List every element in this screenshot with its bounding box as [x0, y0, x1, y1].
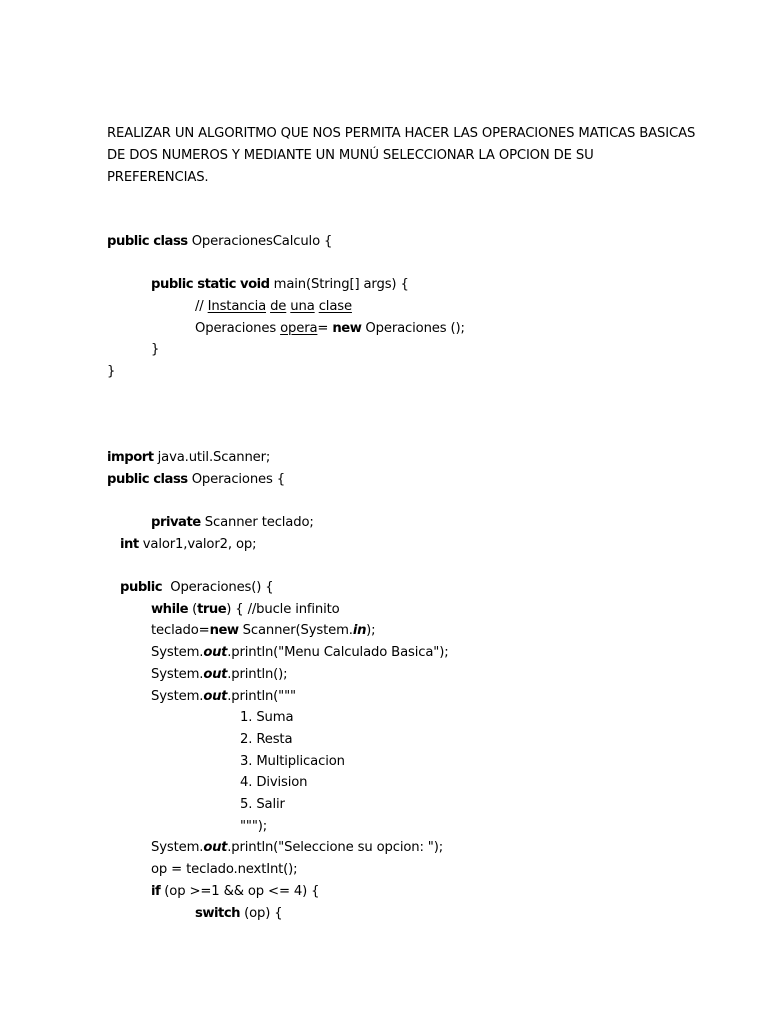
code2-ctor-line: [120, 577, 274, 599]
code-text: .println("Menu Calculado Basica");: [227, 645, 449, 660]
code-text: Operaciones() {: [162, 580, 274, 595]
code-text: java.util.Scanner;: [153, 450, 271, 465]
code-text: Scanner(System.: [238, 623, 353, 638]
variable-name: opera: [280, 321, 318, 336]
keyword: while: [151, 602, 189, 617]
code2-println-menu: [151, 642, 448, 664]
comment-word: una: [290, 299, 315, 314]
code2-int-fields: [120, 534, 256, 556]
code2-println-select: [151, 837, 443, 859]
static-field: out: [203, 667, 228, 682]
code-text: teclado=: [151, 623, 210, 638]
code-text: .println(""": [227, 689, 296, 704]
code-text: (op >=1 && op <= 4) {: [160, 884, 320, 899]
code-text: System.: [151, 645, 204, 660]
code-text: (: [188, 602, 198, 617]
code-text: valor1,valor2, op;: [138, 537, 257, 552]
keyword: public static void: [151, 277, 270, 292]
keyword: switch: [195, 906, 241, 921]
keyword: if: [151, 884, 161, 899]
menu-item: 5. Salir: [240, 797, 285, 812]
static-field: out: [203, 645, 228, 660]
code2-scanner-field: [151, 512, 314, 534]
code1-main-line: [151, 274, 409, 296]
keyword: import: [107, 450, 154, 465]
code2-println-empty: [151, 664, 287, 686]
keyword: new: [209, 623, 239, 638]
code2-while-line: [151, 599, 340, 621]
comment-word: de: [270, 299, 287, 314]
intro-line-2: DE DOS NUMEROS Y MEDIANTE UN MUNÚ SELECCIONAR LA OPCION DE SU: [107, 148, 594, 163]
code-text: ) { //bucle infinito: [226, 602, 340, 617]
static-field: out: [203, 689, 228, 704]
code-text: .println();: [227, 667, 288, 682]
code1-class-line: [107, 231, 332, 253]
intro-line-1: REALIZAR UN ALGORITMO QUE NOS PERMITA HACER LAS OPERACIONES MATICAS BASICAS: [107, 126, 696, 141]
intro-line-3: PREFERENCIAS.: [107, 170, 209, 185]
code-text: .println("Seleccione su opcion: ");: [227, 840, 443, 855]
code2-println-block: [151, 686, 296, 708]
static-field: in: [352, 623, 367, 638]
code2-class-line: [107, 469, 285, 491]
code-text: Operaciones: [195, 321, 281, 336]
code-text: Operaciones ();: [361, 321, 465, 336]
code1-comment-line: [195, 296, 352, 318]
comment-word: clase: [318, 299, 352, 314]
menu-item: 2. Resta: [240, 732, 293, 747]
keyword: private: [151, 515, 201, 530]
code2-if-line: [151, 881, 319, 903]
code1-instance-line: [195, 318, 465, 340]
static-field: out: [203, 840, 228, 855]
code2-read-op: op = teclado.nextInt();: [151, 862, 298, 877]
keyword: public class: [107, 234, 188, 249]
menu-item: 4. Division: [240, 775, 308, 790]
code-text: =: [317, 321, 333, 336]
code2-scanner-init: [151, 620, 375, 642]
code-text: System.: [151, 840, 204, 855]
keyword: true: [197, 602, 227, 617]
code-text: Scanner teclado;: [200, 515, 314, 530]
text-block-close: """);: [240, 819, 268, 834]
code-text: System.: [151, 667, 204, 682]
keyword: public class: [107, 472, 188, 487]
menu-item: 1. Suma: [240, 710, 294, 725]
code-text: System.: [151, 689, 204, 704]
comment-word: Instancia: [207, 299, 267, 314]
code2-switch-line: [195, 903, 283, 925]
code-text: OperacionesCalculo {: [187, 234, 333, 249]
code-text: main(String[] args) {: [269, 277, 409, 292]
menu-item: 3. Multiplicacion: [240, 754, 345, 769]
keyword: int: [120, 537, 139, 552]
comment-prefix: //: [195, 299, 208, 314]
code-text: (op) {: [240, 906, 283, 921]
keyword: public: [120, 580, 163, 595]
code1-close-inner: }: [151, 342, 160, 357]
keyword: new: [332, 321, 362, 336]
code-text: );: [366, 623, 376, 638]
code1-close-outer: }: [107, 364, 116, 379]
code-text: Operaciones {: [187, 472, 286, 487]
code2-import-line: [107, 447, 270, 469]
